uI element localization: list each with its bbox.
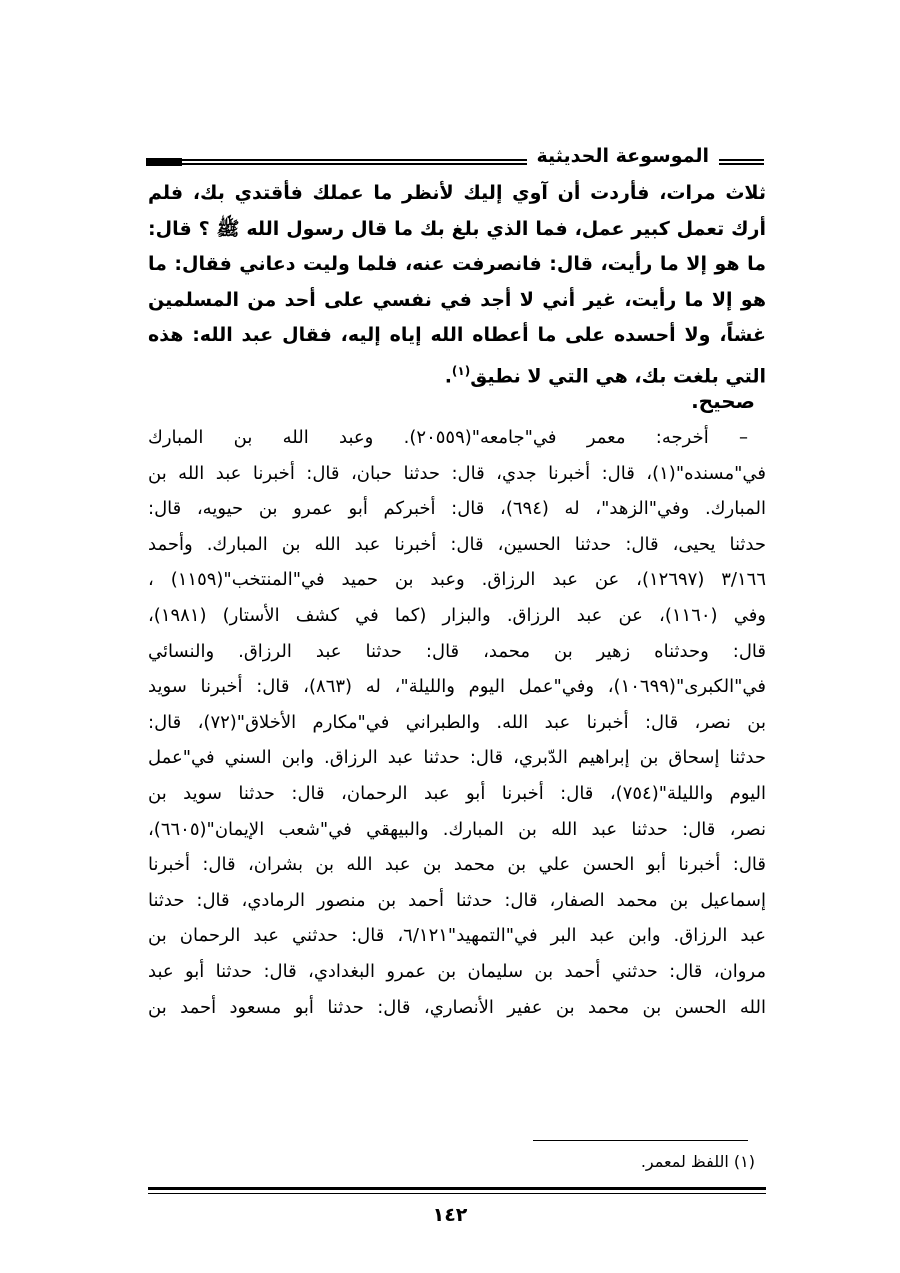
- footnote: (١) اللفظ لمعمر.: [640, 1152, 755, 1171]
- hadith-text: [148, 176, 766, 394]
- text-line: اليوم والليلة"(٧٥٤)، قال: أخبرنا أبو عبد الرحمان، قال: حدثنا سويد بن: [148, 782, 766, 804]
- footer-rule: [148, 1193, 766, 1194]
- text-line: إسماعيل بن محمد الصفار، قال: حدثنا أحمد بن منصور الرمادي، قال: حدثنا: [148, 889, 766, 911]
- text-line: مروان، قال: حدثني أحمد بن سليمان بن عمرو البغدادي، قال: حدثنا أبو عبد: [148, 960, 766, 982]
- text-line: في"الكبرى"(١٠٦٩٩)، وفي"عمل اليوم والليلة"، له (٨٦٣)، قال: أخبرنا سويد: [148, 676, 766, 698]
- text-line: نصر، قال: حدثنا عبد الله بن المبارك. والبيهقي في"شعب الإيمان"(٦٦٠٥)،: [148, 818, 766, 840]
- text-line: قال: أخبرنا أبو الحسن علي بن محمد بن عبد الله بن بشران، قال: أخبرنا: [148, 854, 766, 876]
- text-line: وفي (١١٦٠)، عن عبد الرزاق. والبزار (كما في كشف الأستار) (١٩٨١)،: [148, 604, 766, 626]
- text-line: في"مسنده"(١)، قال: أخبرنا جدي، قال: حدثنا حبان، قال: أخبرنا عبد الله بن: [148, 462, 766, 484]
- footnote-reference: (١): [451, 363, 471, 378]
- hadith-text-body: ثلاث مرات، فأردت أن آوي إليك لأنظر ما عملك فأقتدي بك، فلم أرك تعمل كبير عمل، فما الذي بلغ بك ما قال رسول الله ﷺ ؟ قال: ما هو إلا ما رأيت، قال: فانصرفت عنه، فلما وليت دعاني فقال: ما هو إلا ما رأيت، غير أني لا أجد في نفسي على أحد من المسلمين غشاً، ولا أحسده على ما أعطاه الله إياه إليه، فقال عبد الله: هذه التي بلغت بك، هي التي لا نطيق: [148, 182, 766, 387]
- header-title: الموسوعة الحديثية: [527, 143, 720, 169]
- text-line: عبد الرزاق. وابن عبد البر في"التمهيد"٦/١٢١، قال: حدثني عبد الرحمان بن: [148, 925, 766, 947]
- footnote-separator: [533, 1140, 748, 1141]
- text-line: حدثنا يحيى، قال: حدثنا الحسين، قال: أخبرنا عبد الله بن المبارك. وأحمد: [148, 533, 766, 555]
- text-line: – أخرجه: معمر في"جامعه"(٢٠٥٥٩). وعبد الله بن المبارك: [148, 427, 748, 448]
- text-line: بن نصر، قال: أخبرنا عبد الله. والطبراني في"مكارم الأخلاق"(٧٢)، قال:: [148, 711, 766, 733]
- text-line: حدثنا إسحاق بن إبراهيم الدّبري، قال: حدثنا عبد الرزاق. وابن السني في"عمل: [148, 747, 766, 769]
- text-line: المبارك. وفي"الزهد"، له (٦٩٤)، قال: أخبركم أبو عمرو بن حيويه، قال:: [148, 498, 766, 520]
- running-header: [152, 143, 764, 169]
- text-line: قال: وحدثناه زهير بن محمد، قال: حدثنا عبد الرزاق. والنسائي: [148, 640, 766, 662]
- footer-rule: [148, 1187, 766, 1190]
- text-line: الله الحسن بن محمد بن عفير الأنصاري، قال: حدثنا أبو مسعود أحمد بن: [148, 996, 766, 1018]
- verdict: صحيح.: [691, 389, 755, 413]
- hadith-text-end: .: [444, 364, 452, 387]
- header-ornament: [146, 158, 182, 166]
- takhrij-paragraph: [148, 420, 766, 1025]
- page-number: ١٤٢: [432, 1204, 468, 1226]
- text-line: ٣/١٦٦ (١٢٦٩٧)، عن عبد الرزاق. وعبد بن حميد في"المنتخب"(١١٥٩) ،: [148, 569, 767, 591]
